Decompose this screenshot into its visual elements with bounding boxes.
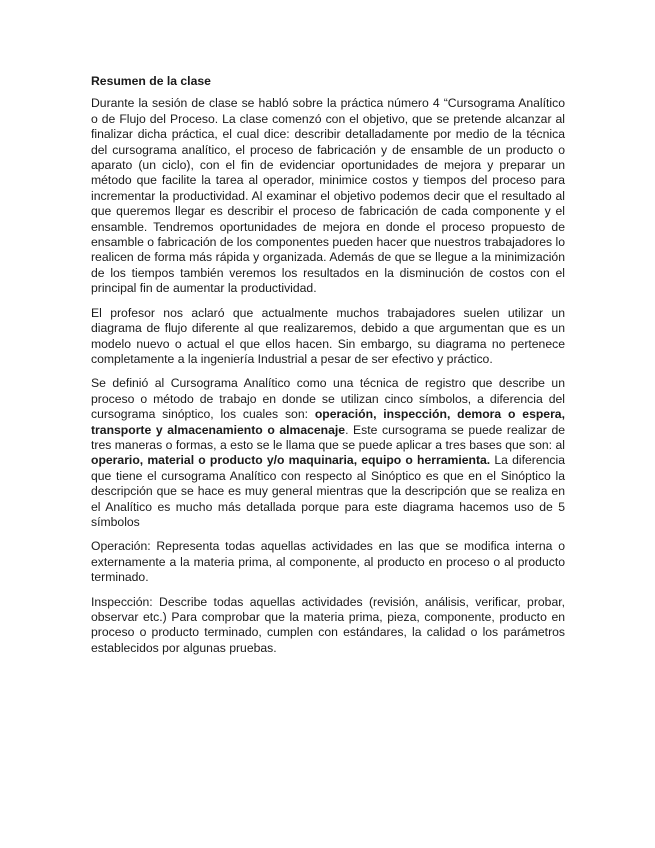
definition-text-2: . Este cursograma se puede realizar de tres maneras o formas, a esto se le llama que se puede aplicar a tres bases que son: al <box>91 422 565 452</box>
paragraph-definition <box>91 376 565 530</box>
paragraph-inspeccion: Inspección: Describe todas aquellas actividades (revisión, análisis, verificar, probar, observar etc.) Para comprobar que la materia prima, pieza, componente, producto en proceso o producto terminado, cumplen con estándares, la calidad o los parámetros establecidos por algunas pruebas. <box>91 594 565 655</box>
definition-text-1: Se definió al Cursograma Analítico como una técnica de registro que describe un proceso o método de trabajo en donde se utilizan cinco símbolos, a diferencia del cursograma sinóptico, los cuales son: <box>91 376 565 422</box>
paragraph-intro: Durante la sesión de clase se habló sobre la práctica número 4 “Cursograma Analítico o de Flujo del Proceso. La clase comenzó con el objetivo, que se pretende alcanzar al finalizar dicha práctica, el cual dice: describir detalladamente por medio de la técnica del cursograma analítico, el proceso de fabricación y de ensamble de un producto o aparato (un ciclo), con el fin de evidenciar oportunidades de mejora y preparar un método que facilite la tarea al operador, minimice costos y tiempos del proceso para incrementar la productividad. Al examinar el objetivo podemos decir que el resultado al que queremos llegar es describir el proceso de fabricación de cada componente y el ensamble. Tendremos oportunidades de mejora en donde el proceso propuesto de ensamble o fabricación de los componentes pueden hacer que nuestros trabajadores lo realicen de forma más rápida y organizada. Además de que se llegue a la minimización de los tiempos también veremos los resultados en la disminución de costos con el principal fin de aumentar la productividad. <box>91 96 565 296</box>
paragraph-professor: El profesor nos aclaró que actualmente muchos trabajadores suelen utilizar un diagrama de flujo diferente al que realizaremos, debido a que argumentan que es un modelo nuevo o actual el que ellos hacen. Sin embargo, su diagrama no pertenece completamente a la ingeniería Industrial a pesar de ser efectivo y práctico. <box>91 305 565 366</box>
document-page <box>91 74 565 665</box>
definition-text-3: La diferencia que tiene el cursograma Analítico con respecto al Sinóptico es que en el Sinóptico la descripción que se hace es muy general mientras que la descripción que se realiza en el Analítico es mucho más detallada porque para este diagrama hacemos uso de 5 símbolos <box>91 453 565 529</box>
definition-bases: operario, material o producto y/o maquinaria, equipo o herramienta. <box>91 453 491 468</box>
section-heading: Resumen de la clase <box>91 74 211 88</box>
definition-symbols: operación, inspección, demora o espera, transporte y almacenamiento o almacenaje <box>91 407 565 437</box>
paragraph-operacion: Operación: Representa todas aquellas actividades en las que se modifica interna o externamente a la materia prima, al componente, al producto en proceso o al producto terminado. <box>91 539 565 585</box>
